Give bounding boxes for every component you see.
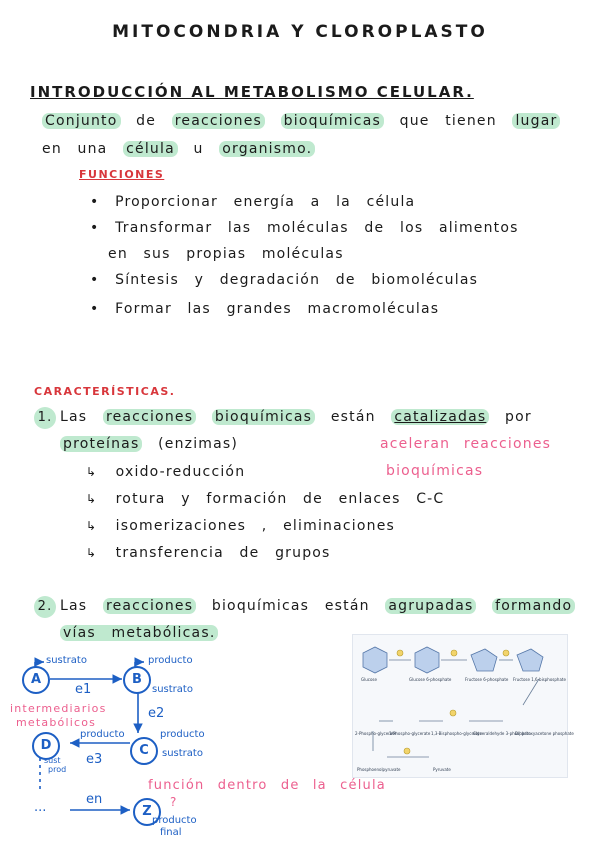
label-e3: e3	[86, 752, 103, 767]
sub-item-text: isomerizaciones , eliminaciones	[115, 518, 396, 534]
return-arrow-icon: ↳	[86, 546, 98, 560]
function-text: Formar las grandes macromoléculas	[115, 301, 440, 317]
word: están	[324, 598, 370, 614]
label-final-1: producto	[152, 815, 197, 826]
label-sustrato: sustrato	[46, 655, 87, 666]
function-text: Transformar las moléculas de los alimentos	[115, 220, 519, 236]
highlight-reacciones: reacciones	[103, 598, 196, 614]
atp-marker	[404, 748, 410, 754]
highlight-reacciones: reacciones	[103, 409, 196, 425]
label-e2: e2	[148, 706, 165, 721]
sub-item-text: oxido-reducción	[115, 464, 246, 480]
definition-line-1	[42, 113, 560, 129]
g6p-ring	[415, 647, 439, 673]
label-f6p: Fructose 6-phosphate	[465, 677, 509, 682]
label-dots: ...	[34, 800, 47, 815]
node-b: B	[123, 666, 151, 694]
glucose-ring	[363, 647, 387, 673]
function-text: Síntesis y degradación de biomoléculas	[115, 272, 479, 288]
label-function-note: función dentro de la célula	[148, 778, 386, 793]
highlight-vias-metabolicas: vías metabólicas.	[60, 625, 218, 641]
function-item-continued	[108, 246, 344, 262]
characteristics-label: CARACTERÍSTICAS.	[34, 385, 176, 398]
function-item: • Transformar las moléculas de los alimentos	[90, 220, 519, 236]
label-sustrato-c: sustrato	[162, 748, 203, 759]
highlight-bioquimicas: bioquímicas	[212, 409, 315, 425]
number-badge: 1.	[34, 407, 56, 429]
page-title: MITOCONDRIA Y CLOROPLASTO	[112, 22, 488, 42]
highlight-celula: célula	[123, 141, 178, 157]
label-g6p: Glucose 6-phosphate	[409, 677, 452, 682]
label-intermediates-1: intermediarios	[10, 702, 107, 715]
word: u	[193, 141, 204, 157]
return-arrow-icon: ↳	[86, 465, 98, 479]
characteristic-1-line-2	[60, 436, 238, 452]
label-prod-short: prod	[48, 765, 67, 774]
word: por	[505, 409, 532, 425]
label-3pg: 3-Phospho-glycerate	[389, 731, 431, 736]
sub-item	[86, 464, 245, 480]
definition-line-2	[42, 141, 315, 157]
node-z: Z	[133, 798, 161, 826]
section-heading-introduction: INTRODUCCIÓN AL METABOLISMO CELULAR.	[30, 83, 474, 101]
highlight-lugar: lugar	[512, 113, 560, 129]
label-e1: e1	[75, 682, 92, 697]
highlight-reacciones: reacciones	[172, 113, 265, 129]
highlight-bioquimicas: bioquímicas	[281, 113, 384, 129]
sub-item	[86, 518, 395, 534]
label-intermediates-2: metabólicos	[16, 716, 97, 729]
sub-item	[86, 545, 331, 561]
label-13bpg: 1,3-Bisphospho-glycerate	[431, 731, 483, 736]
label-sustrato-b: sustrato	[152, 684, 193, 695]
glycolysis-diagram	[353, 635, 574, 777]
word: Las	[60, 598, 88, 614]
atp-marker	[450, 710, 456, 716]
highlight-agrupadas: agrupadas	[385, 598, 476, 614]
label-producto-c: producto	[80, 729, 125, 740]
function-text: Proporcionar energía a la célula	[115, 194, 416, 210]
highlight-formando: formando	[492, 598, 575, 614]
label-producto: producto	[148, 655, 193, 666]
pink-note-line-1: aceleran reacciones	[380, 436, 552, 452]
sub-item-text: transferencia de grupos	[115, 545, 331, 561]
f6p-ring	[471, 649, 497, 671]
word: bioquímicas	[211, 598, 310, 614]
word: Las	[60, 409, 88, 425]
atp-marker	[397, 650, 403, 656]
f16bp-ring	[517, 649, 543, 671]
label-sust-short: sust	[44, 756, 61, 765]
label-dhap: Dihydroxyacetone phosphate	[515, 731, 574, 736]
pink-note-line-2: bioquímicas	[386, 463, 484, 479]
number-badge: 2.	[34, 596, 56, 618]
node-d: D	[32, 732, 60, 760]
function-item: • Proporcionar energía a la célula	[90, 194, 416, 210]
glycolysis-figure	[352, 634, 574, 778]
word: (enzimas)	[158, 436, 239, 452]
highlight-organismo: organismo.	[219, 141, 315, 157]
sub-item-text: rotura y formación de enlaces C-C	[115, 491, 445, 507]
label-final-2: final	[160, 827, 182, 838]
characteristic-2-line-1	[34, 596, 575, 618]
atp-marker	[503, 650, 509, 656]
atp-marker	[451, 650, 457, 656]
highlight-proteinas: proteínas	[60, 436, 142, 452]
characteristic-2-line-2	[60, 625, 218, 641]
characteristic-1-line-1	[34, 407, 532, 429]
label-en: en	[86, 792, 103, 807]
function-item: • Formar las grandes macromoléculas	[90, 301, 440, 317]
function-text: en sus propias moléculas	[108, 246, 344, 262]
label-2pg: 2-Phospho-glycerate	[355, 731, 397, 736]
return-arrow-icon: ↳	[86, 519, 98, 533]
label-f16bp: Fructose 1,6-bisphosphate	[513, 677, 566, 682]
step-arrow	[523, 679, 539, 705]
word: están	[330, 409, 376, 425]
word: que tienen	[399, 113, 497, 129]
label-producto-right: producto	[160, 729, 205, 740]
pathway-arrows	[10, 650, 350, 840]
label-pep: Phosphoenolpyruvate	[357, 767, 401, 772]
highlight-catalizadas: catalizadas	[391, 409, 489, 425]
label-pyruvate: Pyruvate	[433, 767, 451, 772]
function-item: • Síntesis y degradación de biomoléculas	[90, 272, 479, 288]
word: de	[136, 113, 157, 129]
label-function-question: ?	[170, 795, 178, 809]
node-a: A	[22, 666, 50, 694]
node-c: C	[130, 737, 158, 765]
return-arrow-icon: ↳	[86, 492, 98, 506]
sub-item	[86, 491, 444, 507]
word: en una	[42, 141, 108, 157]
functions-label: FUNCIONES	[79, 168, 165, 181]
highlight-conjunto: Conjunto	[42, 113, 121, 129]
label-gap: Glyceraldehyde 3-phosphate	[473, 731, 531, 736]
label-glucose: Glucose	[361, 677, 377, 682]
